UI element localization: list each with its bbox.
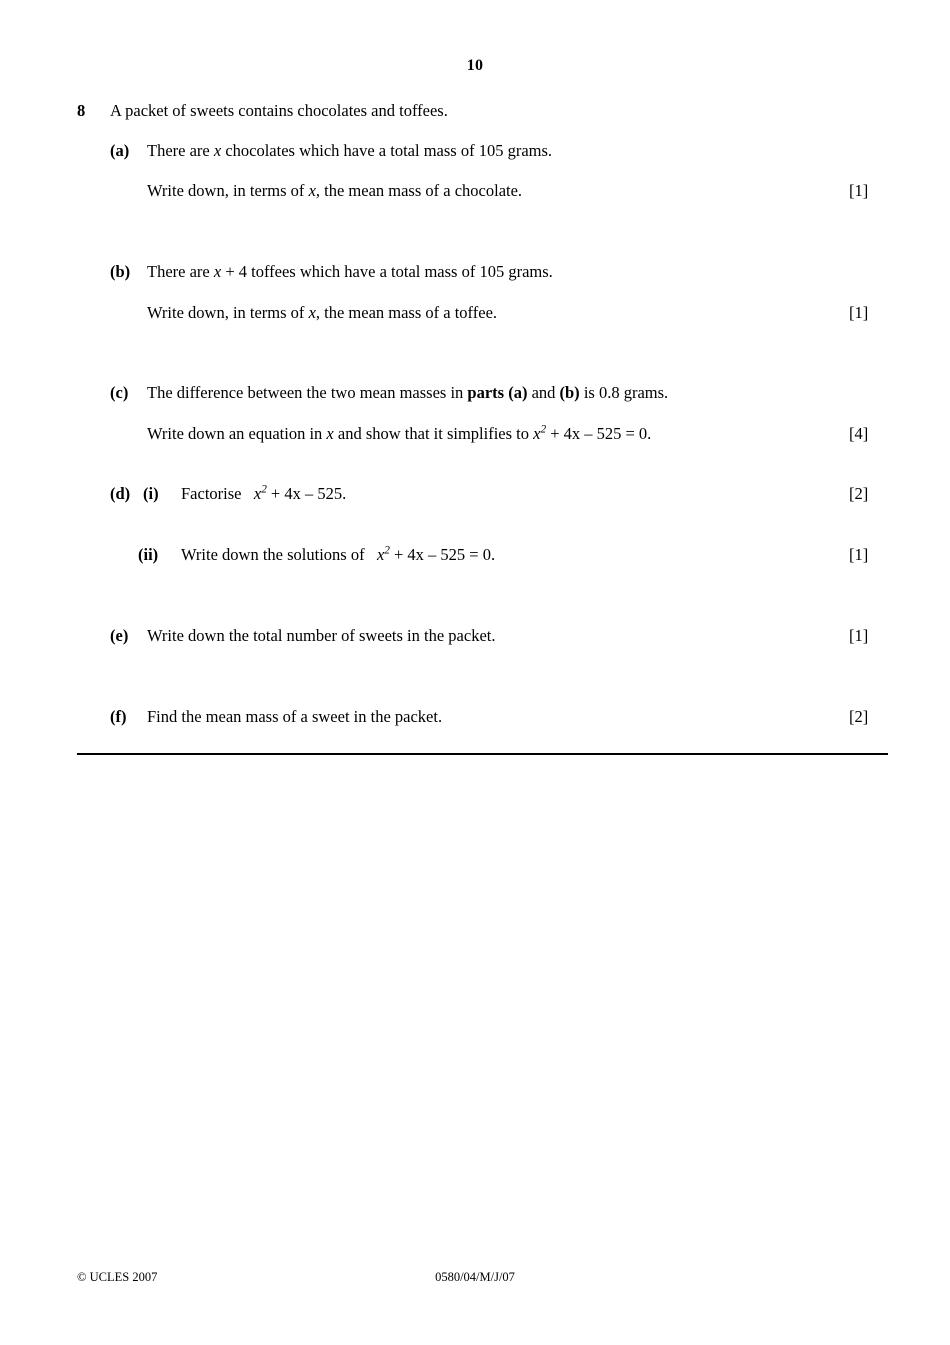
part-c-line1-post: is 0.8 grams.: [579, 383, 669, 402]
part-b-line1-pre: There are: [147, 262, 214, 281]
part-a-line1-post: chocolates which have a total mass of 105 grams.: [221, 141, 553, 160]
equation-exponent: 2: [540, 423, 547, 436]
part-label-d: (d): [110, 484, 131, 503]
part-a-line2-pre: Write down, in terms of: [147, 181, 309, 200]
page-footer: [0, 1270, 950, 1290]
variable-x: x: [308, 181, 316, 200]
part-c-line2-pre: Write down an equation in: [147, 424, 327, 443]
part-c-ref-a: parts (a): [467, 383, 528, 402]
part-d-i-instruction: Factorise: [181, 484, 242, 503]
part-a-line2-post: , the mean mass of a chocolate.: [315, 181, 523, 200]
part-a-line2: [147, 181, 522, 201]
part-c-line1-mid: and: [527, 383, 560, 402]
part-label-a: (a): [110, 141, 130, 160]
part-d-ii-instruction: Write down the solutions of: [181, 545, 365, 564]
part-label-d-ii: (ii): [138, 545, 159, 564]
marks-part-d-i: [2]: [849, 484, 869, 503]
variable-x: x: [326, 424, 334, 443]
equation-rest: + 4x – 525.: [266, 484, 347, 503]
paper-code: 0580/04/M/J/07: [435, 1270, 515, 1284]
part-b-line1-mid: + 4 toffees which have a total mass of 105 grams.: [221, 262, 553, 281]
part-c-line2-mid: and show that it simplifies to: [333, 424, 534, 443]
part-d-i-text: [181, 484, 346, 504]
equation-base: x: [253, 484, 262, 503]
part-label-b: (b): [110, 262, 131, 281]
part-label-d-i: (i): [143, 484, 159, 503]
section-divider: [77, 753, 888, 755]
marks-part-b: [1]: [849, 303, 869, 322]
equation-quadratic: [254, 484, 346, 503]
equation-quadratic: [533, 424, 651, 443]
copyright-notice: © UCLES 2007: [77, 1270, 158, 1284]
part-a-line1: [147, 141, 552, 161]
part-c-line2: [147, 424, 651, 444]
marks-part-d-ii: [1]: [849, 545, 869, 564]
equation-exponent: 2: [384, 544, 390, 557]
part-b-line2: [147, 303, 497, 323]
part-d-ii-text: [181, 545, 495, 565]
equation-base: x: [376, 545, 385, 564]
equation-rest: + 4x – 525 = 0.: [546, 424, 652, 443]
part-c-ref-b: (b): [559, 383, 580, 402]
part-b-line2-pre: Write down, in terms of: [147, 303, 309, 322]
part-label-c: (c): [110, 383, 129, 402]
marks-part-c: [4]: [849, 424, 869, 443]
part-f-text: Find the mean mass of a sweet in the packet.: [147, 707, 443, 726]
variable-x: x: [213, 141, 222, 160]
part-c-line1: [147, 383, 668, 403]
part-label-f: (f): [110, 707, 127, 726]
part-c-line1-pre: The difference between the two mean masses in: [147, 383, 468, 402]
part-b-line1: [147, 262, 553, 282]
equation-rest: + 4x – 525 = 0.: [389, 545, 496, 564]
equation-exponent: 2: [261, 483, 267, 496]
question-number: 8: [77, 101, 86, 120]
marks-part-e: [1]: [849, 626, 869, 645]
part-b-line2-post: , the mean mass of a toffee.: [315, 303, 498, 322]
part-label-e: (e): [110, 626, 129, 645]
variable-x: x: [213, 262, 222, 281]
part-e-text: Write down the total number of sweets in the packet.: [147, 626, 496, 645]
question-stem: A packet of sweets contains chocolates and toffees.: [110, 101, 448, 120]
equation-quadratic: [377, 545, 495, 564]
equation-base: x: [533, 424, 541, 443]
variable-x: x: [308, 303, 316, 322]
part-a-line1-pre: There are: [147, 141, 214, 160]
page-number: 10: [466, 57, 484, 74]
marks-part-f: [2]: [849, 707, 869, 726]
marks-part-a: [1]: [849, 181, 869, 200]
